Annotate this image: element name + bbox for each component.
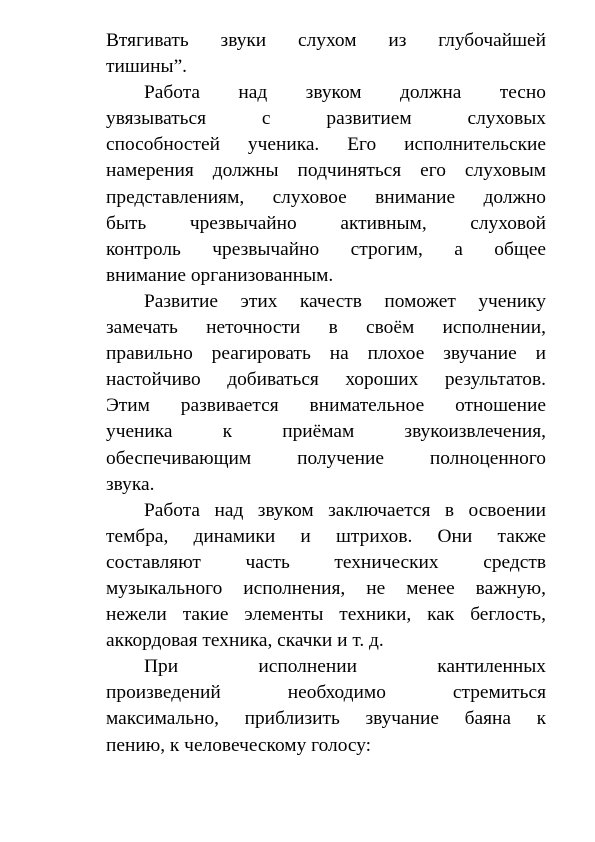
document-page bbox=[106, 28, 546, 759]
text-line: быть чрезвычайно активным, слуховой bbox=[106, 212, 546, 234]
text-line: представлениям, слуховое внимание должно bbox=[106, 186, 546, 208]
text-line: ученика к приёмам звукоизвлечения, bbox=[106, 421, 546, 443]
paragraph-5 bbox=[106, 654, 546, 758]
text-line: пению, к человеческому голосу: bbox=[106, 734, 372, 756]
paragraph-4 bbox=[106, 498, 546, 655]
text-line: звука. bbox=[106, 473, 155, 495]
text-line: составляют часть технических средств bbox=[106, 551, 546, 573]
text-line: настойчиво добиваться хороших результатов. bbox=[106, 369, 546, 391]
text-line: Работа над звуком должна тесно bbox=[144, 82, 546, 104]
text-line: замечать неточности в своём исполнении, bbox=[106, 317, 546, 339]
paragraph-3 bbox=[106, 289, 546, 498]
text-line: максимально, приблизить звучание баяна к bbox=[106, 708, 546, 730]
text-line: Работа над звуком заключается в освоении bbox=[144, 499, 546, 521]
text-line: аккордовая техника, скачки и т. д. bbox=[106, 630, 384, 652]
text-line: тембра, динамики и штрихов. Они также bbox=[106, 525, 546, 547]
text-line: способностей ученика. Его исполнительские bbox=[106, 134, 546, 156]
paragraph-1 bbox=[106, 28, 546, 80]
text-line: контроль чрезвычайно строгим, а общее bbox=[106, 238, 546, 260]
text-line: музыкального исполнения, не менее важную, bbox=[106, 577, 546, 599]
text-line: Этим развивается внимательное отношение bbox=[106, 395, 546, 417]
text-line: тишины”. bbox=[106, 56, 188, 78]
text-line: нежели такие элементы техники, как беглость, bbox=[106, 604, 546, 626]
text-line: намерения должны подчиняться его слуховым bbox=[106, 160, 546, 182]
text-line: внимание организованным. bbox=[106, 264, 334, 286]
text-line: обеспечивающим получение полноценного bbox=[106, 447, 546, 469]
text-line: Втягивать звуки слухом из глубочайшей bbox=[106, 30, 546, 51]
text-line: увязываться с развитием слуховых bbox=[106, 108, 546, 130]
text-line: Развитие этих качеств поможет ученику bbox=[144, 290, 546, 312]
text-line: правильно реагировать на плохое звучание и bbox=[106, 343, 546, 365]
text-line: При исполнении кантиленных bbox=[144, 656, 546, 678]
text-line: произведений необходимо стремиться bbox=[106, 682, 546, 704]
paragraph-2 bbox=[106, 80, 546, 289]
